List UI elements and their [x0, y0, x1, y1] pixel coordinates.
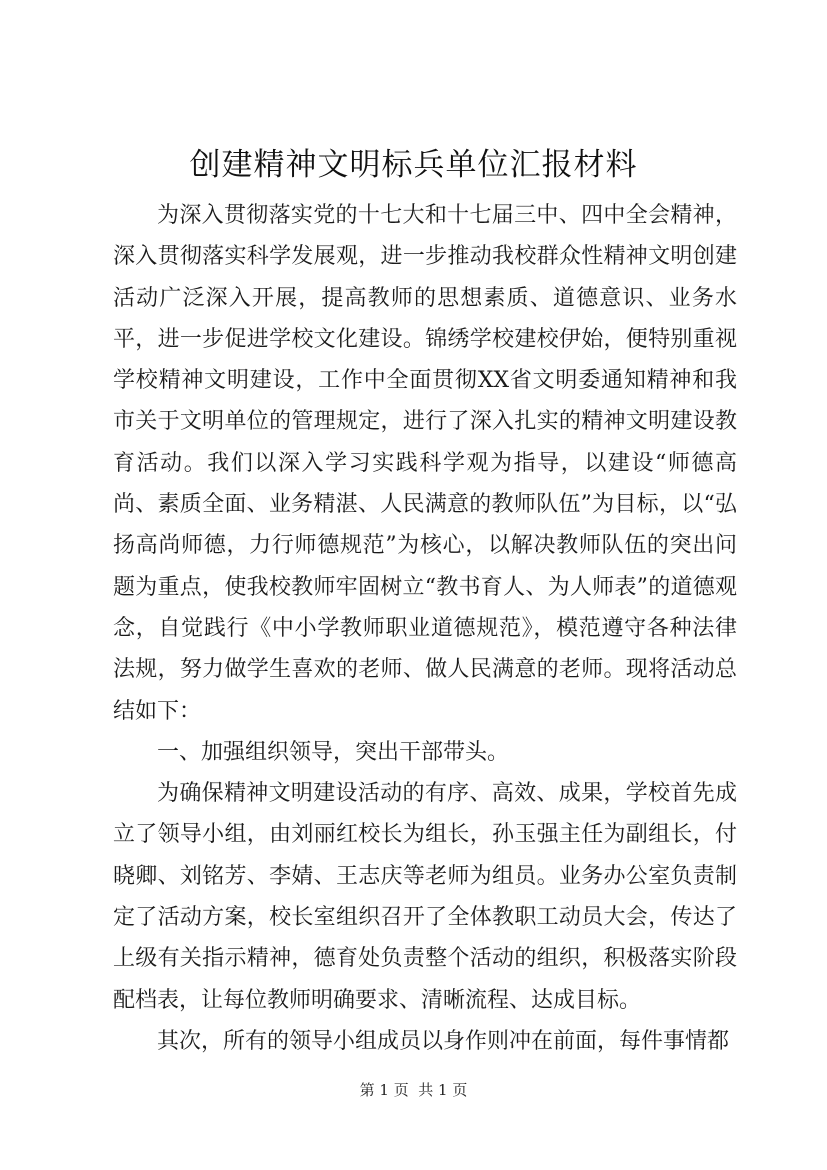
page-number: 第 1 页 共 1 页 — [359, 1081, 468, 1099]
page-footer — [0, 1080, 827, 1100]
document-body — [113, 195, 737, 1062]
body-paragraph-continuation: 其次，所有的领导小组成员以身作则冲在前面，每件事情都 — [157, 1028, 730, 1054]
body-paragraph-intro: 为深入贯彻落实党的十七大和十七届三中、四中全会精神，深入贯彻落实科学发展观，进一步推动我校群众性精神文明创建活动广泛深入开展，提高教师的思想素质、道德意识、业务水平，进一步促进学校文化建设。锦绣学校建校伊始，便特别重视学校精神文明建设，工作中全面贯彻XX省文明委通知精神和我市关于文明单位的管理规定，进行了深入扎实的精神文明建设教育活动。我们以深入学习实践科学观为指导，以建设“师德高尚、素质全面、业务精湛、人民满意的教师队伍”为目标，以“弘扬高尚师德，力行师德规范”为核心，以解决教师队伍的突出问题为重点，使我校教师牢固树立“教书育人、为人师表”的道德观念，自觉践行《中小学教师职业道德规范》，模范遵守各种法律法规，努力做学生喜欢的老师、做人民满意的老师。现将活动总结如下： — [113, 203, 737, 724]
body-paragraph-section-1: 为确保精神文明建设活动的有序、高效、成果，学校首先成立了领导小组，由刘丽红校长为组长，孙玉强主任为副组长，付晓卿、刘铭芳、李婧、王志庆等老师为组员。业务办公室负责制定了活动方案，校长室组织召开了全体教职工动员大会，传达了上级有关指示精神，德育处负责整个活动的组织，积极落实阶段配档表，让每位教师明确要求、清晰流程、达成目标。 — [113, 781, 737, 1013]
document-title: 创建精神文明标兵单位汇报材料 — [189, 147, 638, 183]
section-heading-1: 一、加强组织领导，突出干部带头。 — [157, 739, 510, 765]
